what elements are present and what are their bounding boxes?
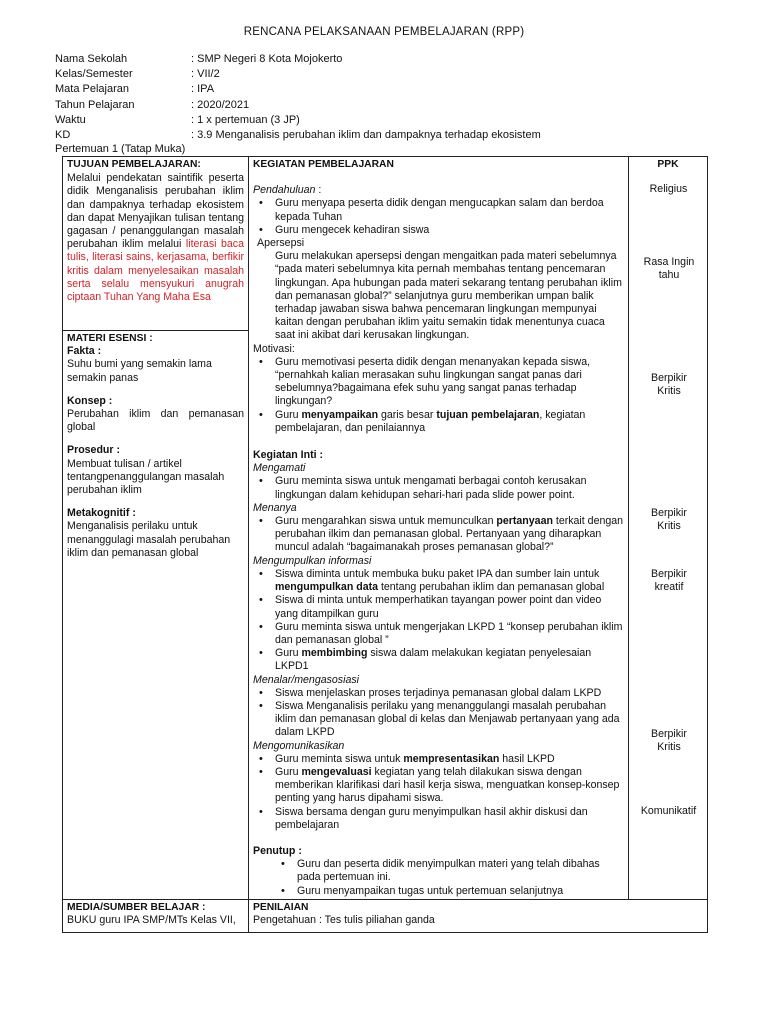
menalar-label: Menalar/mengasosiasi [253, 673, 359, 686]
prosedur-label: Prosedur : [67, 444, 120, 457]
pendahuluan-label: Pendahuluan [253, 184, 316, 197]
identity-row [55, 67, 541, 82]
list-item [275, 753, 624, 766]
identity-row [55, 52, 541, 67]
list-item: • Guru meminta siswa untuk mengerjakan LKPD 1 “konsep perubahan iklim dan pemanasan global ” [275, 621, 624, 647]
ppk-item: Berpikir Kritis [651, 372, 687, 398]
pendahuluan-heading [253, 184, 624, 197]
metakognitif-label: Metakognitif : [67, 507, 136, 520]
text-span: tentang perubahan iklim dan pemanasan global [378, 581, 605, 594]
konsep-label: Konsep : [67, 394, 113, 407]
text-span: kegiatan yang telah dilakukan siswa dengan memberikan klarifikasi dari hasil kerja siswa, menguatkan konsep-konsep penting yang harus dipahami siswa. [275, 765, 620, 805]
bold-span: tujuan pembelajaran [436, 408, 540, 421]
ppk-item: Berpikir kreatif [651, 568, 687, 594]
media-text: BUKU guru IPA SMP/MTs Kelas VII, [67, 913, 236, 926]
rpp-table [62, 156, 708, 933]
bold-span: mengevaluasi [301, 765, 372, 778]
pendahuluan-colon: : [315, 184, 322, 197]
text-span: Guru [275, 408, 302, 421]
list-item: • Guru mengecek kehadiran siswa [275, 224, 624, 237]
kegiatan-cell [249, 157, 629, 900]
identity-value: : 2020/2021 [191, 98, 250, 111]
bold-span: pertanyaan [496, 515, 553, 528]
identity-row [55, 128, 541, 143]
tujuan-body: Melalui pendekatan saintifik peserta didik Menganalisis perubahan iklim dan dampaknya terhadap ekosistem dan dapat Menyajikan tulisan tentang gagasan / penanggulangan masalah perubahan iklim melalui [67, 172, 244, 251]
metakognitif-text: Menganalisis perilaku untuk menanggulagi masalah perubahan iklim dan pemanasan global [67, 520, 231, 559]
motivasi-label: Motivasi: [253, 342, 295, 355]
identity-value: : SMP Negeri 8 Kota Mojokerto [191, 53, 343, 65]
list-item [275, 647, 624, 673]
mengamati-label: Mengamati [253, 462, 306, 475]
identity-row [55, 98, 541, 113]
ppk-cell [629, 157, 708, 900]
list-item [275, 568, 624, 594]
ppk-item: Rasa Ingin tahu [643, 256, 695, 282]
penilaian-header: PENILAIAN [253, 901, 309, 913]
text-span: hasil LKPD [499, 752, 555, 765]
fakta-text: Suhu bumi yang semakin lama semakin panas [67, 358, 212, 384]
ppk-item: Komunikatif [640, 805, 697, 817]
tujuan-text [67, 172, 244, 304]
prosedur-text: Membuat tulisan / artikel tentangpenanggulangan masalah perubahan iklim [67, 457, 225, 497]
list-item [275, 515, 624, 555]
list-item [275, 409, 624, 435]
bold-span: mengumpulkan data [275, 581, 379, 594]
identity-key: Waktu [55, 113, 86, 126]
list-item: • Siswa di minta untuk memperhatikan tayangan power point dan video yang ditampilkan guru [275, 594, 624, 620]
tujuan-highlight: literasi baca tulis, literasi sains, kerjasama, berfikir kritis dalam menyelesaikan masalah serta selalu mensyukuri anugrah ciptaan Tuhan Yang Maha Esa [67, 238, 244, 304]
meeting-label: Pertemuan 1 (Tatap Muka) [55, 143, 186, 155]
materi-header: MATERI ESENSI : [67, 333, 153, 344]
text-span: Siswa diminta untuk membuka buku paket IPA dan sumber lain untuk [275, 567, 600, 580]
text-span: siswa dalam melakukan kegiatan penyelesaian LKPD1 [275, 647, 592, 673]
ppk-item: Religius [649, 183, 688, 195]
penutup-heading: Penutup : [253, 844, 302, 857]
mengumpulkan-label: Mengumpulkan informasi [253, 554, 372, 567]
list-item [275, 766, 624, 806]
list-item: • Guru dan peserta didik menyimpulkan materi yang telah dibahas pada pertemuan ini. [297, 858, 624, 884]
identity-value: : 3.9 Menganalisis perubahan iklim dan dampaknya terhadap ekosistem [191, 128, 541, 141]
text-span: , kegiatan pembelajaran, dan penilaiannya [275, 408, 586, 434]
list-item: • Guru memotivasi peserta didik dengan menanyakan kepada siswa, “pernahkah kalian merasakan suhu lingkungan sangat panas dari sebelumnya?bagaimana efek suhu yang sangat panas terhadap lingkungan? [275, 356, 624, 409]
identity-key: Tahun Pelajaran [55, 98, 135, 111]
media-header: MEDIA/SUMBER BELAJAR : [67, 901, 206, 913]
list-item: • Siswa bersama dengan guru menyimpulkan hasil akhir diskusi dan pembelajaran [275, 806, 624, 832]
identity-value: : VII/2 [191, 68, 220, 81]
ppk-item: Berpikir Kritis [651, 728, 687, 754]
bold-span: mempresentasikan [403, 752, 500, 765]
text-span: Guru mengarahkan siswa untuk memunculkan [275, 515, 497, 528]
identity-row [55, 82, 541, 97]
list-item: • Siswa menjelaskan proses terjadinya pemanasan global dalam LKPD [275, 687, 624, 700]
text-span: Guru [275, 765, 302, 778]
list-item: • Guru menyampaikan tugas untuk pertemuan selanjutnya [297, 885, 624, 898]
bold-span: menyampaikan [301, 408, 379, 421]
identity-row [55, 113, 541, 128]
ppk-header: PPK [657, 159, 679, 170]
penilaian-text: Pengetahuan : Tes tulis piliahan ganda [253, 913, 435, 926]
text-span: Guru meminta siswa untuk [275, 752, 404, 765]
identity-value: : 1 x pertemuan (3 JP) [191, 113, 300, 126]
identity-value: : IPA [191, 83, 215, 96]
identity-key: Nama Sekolah [55, 53, 128, 65]
mengomunikasikan-label: Mengomunikasikan [253, 739, 345, 752]
apersepsi-text: Guru melakukan apersepsi dengan mengaitkan pada materi sebelumnya “pada materi sebelumnya kita pernah membahas tentang pencemaran lingkungan. Apa hubungan pada materi sekarang tentang perubahan iklim dan pemanasan global?” selanjutnya guru memberikan umpan balik terhadap jawaban siswa bahwa pencemaran lingkungan mempunyai kaitan dengan perubahan iklim yaitu semakin tidak menentunya cuaca saat ini akibat dari kerusakan lingkungan. [275, 250, 622, 342]
identity-block [55, 52, 541, 143]
list-item: • Guru meminta siswa untuk mengamati berbagai contoh kerusakan lingkungan dalam kehidupan sehari-hari pada slide power point. [275, 475, 624, 501]
apersepsi-label: Apersepsi [257, 237, 305, 250]
text-span: garis besar [378, 408, 437, 421]
ppk-item: Berpikir Kritis [651, 507, 687, 533]
document-title: RENCANA PELAKSANAAN PEMBELAJARAN (RPP) [243, 26, 525, 38]
media-cell [63, 899, 249, 932]
identity-key: Mata Pelajaran [55, 83, 129, 96]
konsep-text: Perubahan iklim dan pemanasan global [67, 408, 244, 434]
text-span: terkait dengan perubahan ilkim dan pemanasan global. Pertanyaan yang diharapkan muncul adalah “bagaimanakah proses pemanasan global?” [275, 515, 624, 554]
penilaian-cell [249, 899, 708, 932]
tujuan-cell [63, 157, 249, 331]
inti-heading: Kegiatan Inti : [253, 449, 324, 462]
fakta-label: Fakta : [67, 345, 102, 358]
kegiatan-header: KEGIATAN PEMBELAJARAN [253, 159, 394, 170]
identity-key: Kelas/Semester [55, 68, 133, 81]
identity-key: KD [55, 128, 71, 141]
text-span: Guru [275, 647, 302, 660]
menanya-label: Menanya [253, 501, 297, 514]
materi-cell [63, 331, 249, 900]
tujuan-header: TUJUAN PEMBELAJARAN: [67, 159, 201, 170]
list-item: • Guru menyapa peserta didik dengan mengucapkan salam dan berdoa kepada Tuhan [275, 197, 624, 223]
bold-span: membimbing [301, 647, 368, 660]
list-item: • Siswa Menganalisis perilaku yang menanggulangi masalah perubahan iklim dan pemanasan global di kelas dan Menjawab pertanyaan yang ada dalam LKPD [275, 700, 624, 740]
